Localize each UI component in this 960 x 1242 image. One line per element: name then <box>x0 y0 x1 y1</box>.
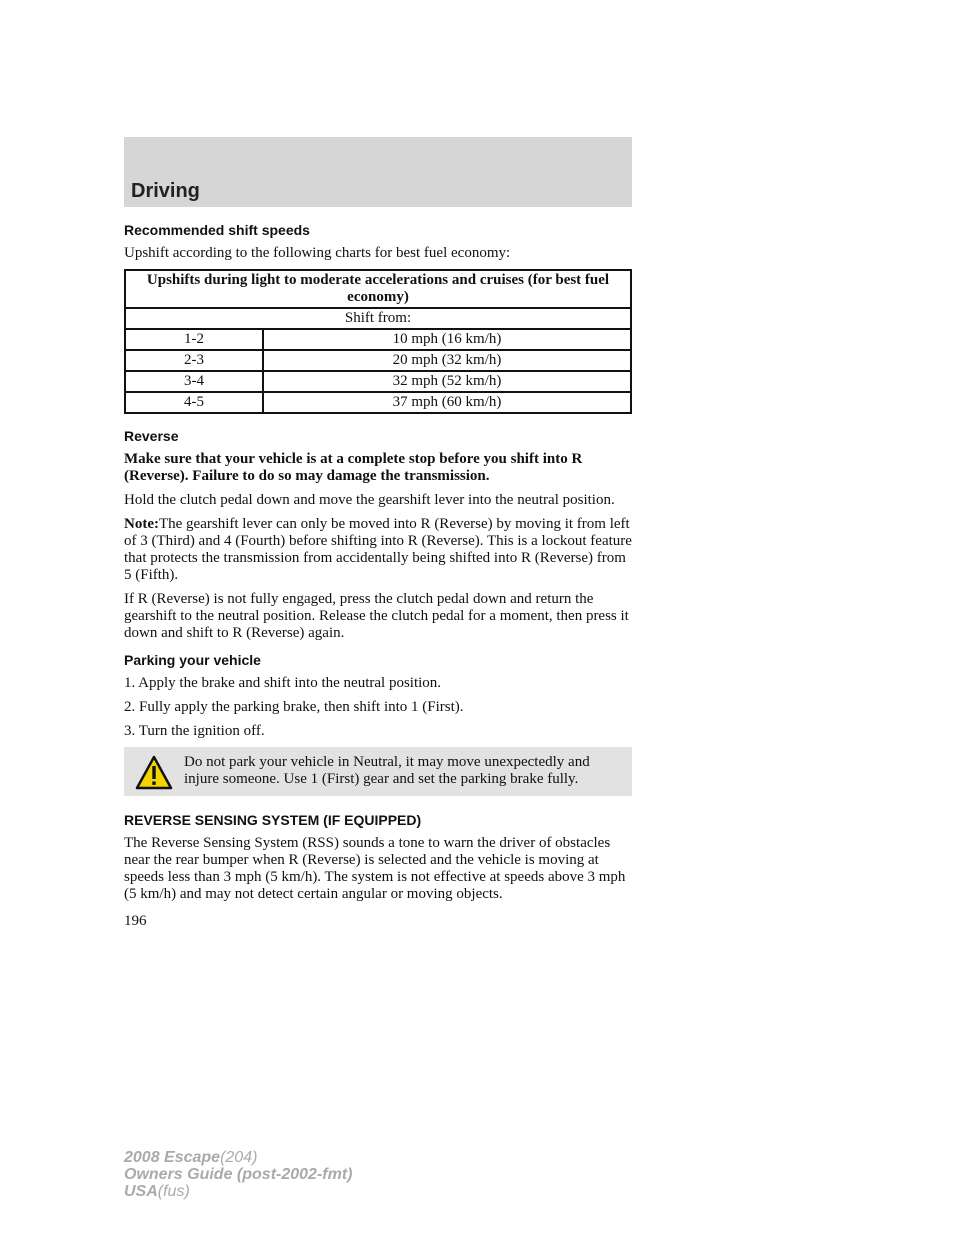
reverse-paragraph-2: If R (Reverse) is not fully engaged, press the clutch pedal down and return the gearshift to the neutral position. Release the clutch pedal for a moment, then press it down and shift to R (Reverse) again. <box>124 591 629 641</box>
footer-guide: Owners Guide (post-2002-fmt) <box>124 1166 353 1183</box>
gear-cell: 4-5 <box>125 392 263 413</box>
page-content <box>124 222 632 930</box>
reverse-note <box>124 516 632 584</box>
rss-text: The Reverse Sensing System (RSS) sounds a tone to warn the driver of obstacles near the rear bumper when R (Reverse) is selected and the vehicle is moving at speeds less than 3 mph (5 km/h). The system is not effective at speeds above 3 mph (5 km/h) and may not detect certain angular or moving objects. <box>124 835 626 902</box>
table-row <box>125 350 631 371</box>
parking-warning-box <box>124 747 632 796</box>
footer-line-2 <box>124 1166 352 1183</box>
gear-cell: 3-4 <box>125 371 263 392</box>
shift-speeds-intro: Upshift according to the following charts for best fuel economy: <box>124 245 511 261</box>
note-text: The gearshift lever can only be moved into R (Reverse) by moving it from left of 3 (Third) and 4 (Fourth) before shifting into R (Reverse). This is a lockout feature that protects the transmission from accidentally being shifted into R (Reverse) from 5 (Fifth). <box>124 516 632 583</box>
speed-cell: 10 mph (16 km/h) <box>263 329 631 350</box>
parking-step: 3. Turn the ignition off. <box>124 723 265 739</box>
warning-triangle-icon <box>134 754 174 792</box>
section-title: Driving <box>131 180 200 202</box>
table-row <box>125 371 631 392</box>
document-footer <box>124 1149 352 1200</box>
section-header-band <box>124 137 632 207</box>
note-label: Note: <box>124 516 159 532</box>
reverse-paragraph-1: Hold the clutch pedal down and move the gearshift lever into the neutral position. <box>124 492 615 508</box>
parking-warning-text: Do not park your vehicle in Neutral, it may move unexpectedly and injure someone. Use 1 (First) gear and set the parking brake fully. <box>184 754 590 787</box>
footer-line-1 <box>124 1149 352 1166</box>
speed-cell: 37 mph (60 km/h) <box>263 392 631 413</box>
footer-market: USA <box>124 1183 158 1200</box>
footer-line-3 <box>124 1183 352 1200</box>
parking-heading: Parking your vehicle <box>124 652 261 668</box>
parking-step: 1. Apply the brake and shift into the neutral position. <box>124 675 442 691</box>
table-subheader: Shift from: <box>125 308 631 329</box>
footer-model: 2008 Escape <box>124 1149 221 1166</box>
table-title: Upshifts during light to moderate accelerations and cruises (for best fuel economy) <box>125 270 631 308</box>
gear-cell: 1-2 <box>125 329 263 350</box>
page-number: 196 <box>124 913 147 929</box>
rss-heading: REVERSE SENSING SYSTEM (IF EQUIPPED) <box>124 812 422 828</box>
speed-cell: 32 mph (52 km/h) <box>263 371 631 392</box>
parking-step: 2. Fully apply the parking brake, then shift into 1 (First). <box>124 699 464 715</box>
gear-cell: 2-3 <box>125 350 263 371</box>
shift-speeds-heading: Recommended shift speeds <box>124 222 310 238</box>
footer-market-code: (fus) <box>157 1183 190 1200</box>
reverse-heading: Reverse <box>124 428 179 444</box>
table-row <box>125 329 631 350</box>
reverse-warning-text: Make sure that your vehicle is at a complete stop before you shift into R (Reverse). Failure to do so may damage the transmission. <box>124 451 583 484</box>
table-row <box>125 392 631 413</box>
shift-speeds-table <box>124 269 632 414</box>
footer-model-code: (204) <box>220 1149 258 1166</box>
speed-cell: 20 mph (32 km/h) <box>263 350 631 371</box>
